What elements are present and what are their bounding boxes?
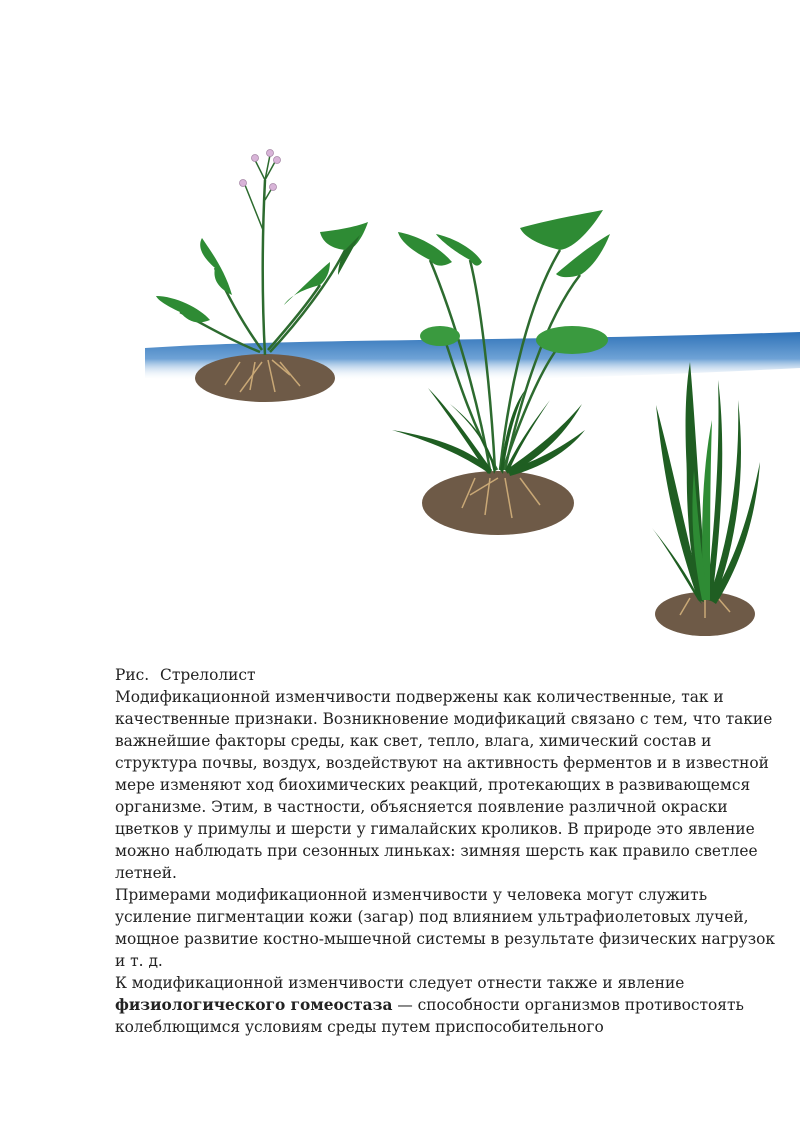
figure-caption <box>115 664 775 686</box>
paragraph-3-end: — способности организмов противостоять колеблющимся условиям среды путем приспособительного <box>115 996 744 1036</box>
caption-label: Рис. <box>115 666 150 684</box>
arrow-leaf <box>320 222 368 250</box>
arrow-leaf <box>156 296 210 322</box>
paragraph-3-start: К модификационной изменчивости следует отнести также и явление <box>115 974 685 992</box>
term-physiological-homeostasis: физиологического гомеостаза <box>115 996 393 1014</box>
arrow-leaf <box>200 238 232 295</box>
paragraph-1: Модификационной изменчивости подвержены как количественные, так и качественные признаки. Возникновение модификаций связано с тем, что такие важнейшие факторы среды, как свет, тепло, влага, химический состав и структура почвы, воздух, воздействуют на активность ферментов и в известной мере изменяют ход биохимических реакций, протекающих в развивающемся организме. Этим, в частности, объясняется появление различной окраски цветков у примулы и шерсти у гималайских кроликов. В природе это явление можно наблюдать при сезонных линьках: зимняя шерсть как правило светлее летней. <box>115 688 773 882</box>
plant-submerged <box>652 362 760 636</box>
soil-mound-left <box>195 354 335 402</box>
paragraph-2: Примерами модификационной изменчивости у человека могут служить усиление пигментации кожи (загар) под влиянием ультрафиолетовых лучей, мощное развитие костно-мышечной системы в результате физических нагрузок и т. д. <box>115 886 775 970</box>
caption-title: Стрелолист <box>160 666 256 684</box>
paragraph-3 <box>115 972 775 1038</box>
soil-mound-middle <box>422 471 574 535</box>
arrow-leaf <box>284 262 330 305</box>
article-text <box>115 664 775 1038</box>
